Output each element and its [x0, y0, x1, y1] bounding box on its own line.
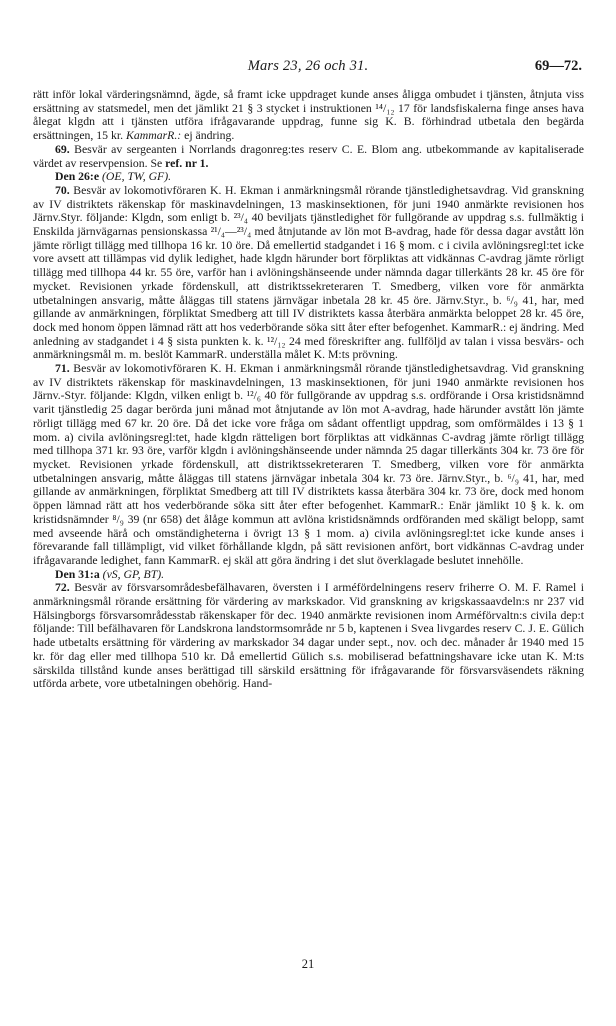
- case-text: Besvär av försvarsområdesbefälhavaren, översten i I arméfördelningens reserv friherre O. M. F. Ramel i anmärkningsmål rörande ersättning för värdering av markskador. Vid granskning av krigskassaavdeln:s nr 237 vid Hälsingborgs försvarsområdesstab räkenskaper för dec. 1940 anmärkte revisionen inom Arméförvaltn:s civila dep:t följande: Till befälhavaren för Landskrona landstormsområde nr 5 b, kaptenen i Svea livgardes reserv C. J. E. Gülich hade utbetalts ersättning för värdering av markskador 34 dagar under sept., nov. och dec. månader år 1940 med 15 kr. för dag eller med tillhopa 510 kr. Då emellertid Gülich s.s. mobiliserad befattningshavare icke utan K. M:ts särskilda tillstånd kunde anses berättigad till särskild ersättning för ifrågavarande för försvarsväsendets räkning utförda arbete, vore utbetalningen obehörig. Hand-: [33, 581, 584, 691]
- cross-reference: ref. nr 1.: [165, 156, 209, 170]
- case-text: Besvär av lokomotivföraren K. H. Ekman i anmärkningsmål rörande tjänstledighetsavdrag. Vid granskning av IV distriktets räkenskap för maskinavdelningen, 13 maskinsektionen, för juni 1940 anmärkte revisionen hos Järnv.-Styr. följande: Klgdn, vilken enligt b. ¹²/₆ 40 för fullgörande av uppdrag s.s. ordförande i Orsa kristidsnämnd varit tjänstledig 25 dagar berörda juni månad mot åtnjutande av lön mot A-avdrag, hade härunder avstått lön jämte rörligt tillägg med 67 kr. 20 öre. Då det icke vore fråga om sådant offentligt uppdrag, som omförmäldes i 13 § 1 mom. a) civila avlöningsregl:tet, hade klgdn rätteligen bort förpliktas att vidkännas C-avdrag jämte rörligt tillägg med tillhopa 371 kr. 93 öre, varför klgdn i avlöningshänseende under nämnda 25 dagar tillerkänts 304 kr. 73 öre för mycket. Revisionen yrkade fördenskull, att distriktssekreteraren T. Smedberg, vilken vore för anmärkta utbetalningen ansvarig, måtte åläggas till statens järnvägar inbetala 304 kr. 73 öre. Järnv.Styr., b. ⁶/₉ 41, har, med gillande av anmärkningen, förpliktat Smedberg att till IV distriktets kassa återbära 304 kr. 73 öre, dock med honom öppen lämnad rätt att hos vederbörande söka sitt åter efter befogenhet. KammarR.: Enär jämlikt 10 § k. k. om kristidsnämnder ⁸/₉ 39 (nr 658) det ålåge kommun att avlöna kristidsnämnds ordföranden med skäligt belopp, samt med avseende härå och omständigheterna i övrigt 13 § 1 mom. a) civila avlöningsregl:tet icke kunde anses i förevarande fall tillämpligt, vid vilket förhållande klgdn, på sätt revisionen anfört, bort vidkännas C-avdrag under ifrågavarande ledighet, fann KammarR. ej skäl att göra ändring i det slut överklagade beslutet innehölle.: [33, 362, 584, 567]
- case-number: 69.: [55, 142, 70, 156]
- case-text: Besvär av lokomotivföraren K. H. Ekman i anmärkningsmål rörande tjänstledighetsavdrag. Vid granskning av IV distriktets räkenskap för maskinavdelningen, 13 maskinsektionen, för juni 1940 anmärkte revisionen hos Järnv.Styr. följande: Klgdn, som enligt b. ²³/₄ 40 beviljats tjänstledighet för fullgörande av uppdrag s.s. fullmäktig i Enskilda järnvägarnas pensionskassa ²¹/₄—²³/₄ med åtnjutande av lön mot B-avdrag, hade för dessa dagar avstått lön jämte rörligt tillägg med tillhopa 16 kr. 10 öre. Då emellertid stadgandet i 16 § mom. c i civila avlöningsregl:tet icke vore avsett att tillämpas vid dylik ledighet, hade klgdn härunder bort förpliktas att vidkännas C-avdrag jämte rörligt tillägg med tillhopa 44 kr. 55 öre, varför han i avlöningshänseende under nämnda dagar tillerkänts 28 kr. 45 öre för mycket. Revisionen yrkade fördenskull, att distriktssekreteraren T. Smedberg, vilken vore för anmärkta utbetalningen ansvarig, måtte åläggas till statens järnvägar inbetala 28 kr. 45 öre. Järnv.Styr., b. ⁶/₉ 41, har, med gillande av anmärkningen, förpliktat Smedberg att till IV distriktets kassa återbära anmärkta beloppet 28 kr. 45 öre, dock med honom öppen lämnad rätt att hos vederbörande söka sitt åter efter befogenhet. KammarR.: ej ändring. Med anledning av stadgandet i 4 § sista punkten k. k. ¹²/₁₂ 24 med föreskrifter ang. fullföljd av talan i vissa besvärs- och anmärkningsmål m. m. beslöt KammarR. underställa målet K. M:ts prövning.: [33, 183, 584, 362]
- paragraph-continued: [33, 88, 584, 143]
- section-range: 69—72.: [534, 58, 582, 74]
- case-number: 70.: [55, 183, 70, 197]
- running-title: Mars 23, 26 och 31.: [247, 58, 369, 74]
- paragraph-text: rätt inför lokal värderingsnämnd, ägde, så framt icke uppdraget kunde anses åligga ombudet i tjänsten, åtnjuta viss ersättning av statsmedel, men det jämlikt 21 § 3 stycket i instruktionen ¹⁴/₁₂ 17 för landsfiskalerna finge anses hava ålegat klgdn att i tjänsten utföra ifrågavarande uppdrag, funne sig K. B. förhindrad utbetala den begärda ersättningen, 15 kr.: [33, 88, 584, 143]
- case-text: Besvär av sergeanten i Norrlands dragonreg:tes reserv C. E. Blom ang. utbekommande av kapitaliserade värdet av reservpension. Se: [33, 142, 584, 170]
- case-71: [33, 362, 584, 568]
- court-reference: KammarR.:: [126, 129, 182, 143]
- case-72: [33, 581, 584, 691]
- page-header: [0, 58, 616, 78]
- session-heading-26: [33, 170, 584, 184]
- decision-text: ej ändring.: [184, 129, 235, 143]
- session-members: (vS, GP, BT).: [102, 567, 165, 581]
- session-date: Den 26:e: [55, 170, 100, 184]
- page-number: 21: [301, 957, 315, 971]
- case-number: 72.: [55, 581, 70, 595]
- case-69: [33, 143, 584, 170]
- case-70: [33, 184, 584, 362]
- session-heading-31: [33, 568, 584, 582]
- session-date: Den 31:a: [55, 567, 100, 581]
- page-body: [33, 88, 584, 691]
- session-members: (OE, TW, GF).: [102, 170, 172, 184]
- case-number: 71.: [55, 362, 70, 376]
